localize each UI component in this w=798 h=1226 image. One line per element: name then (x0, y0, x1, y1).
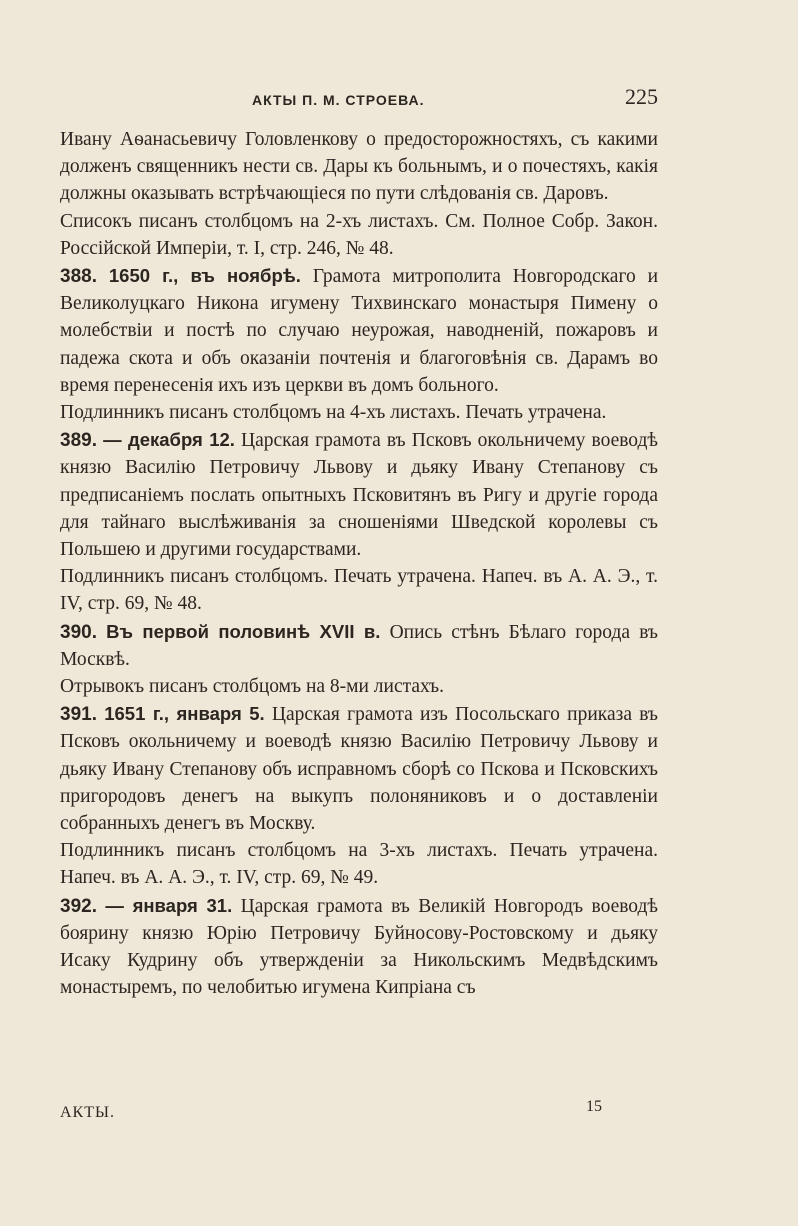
page-footer (60, 1098, 658, 1122)
paragraph-text: Подлинникъ писанъ столбцомъ на 4-хъ листахъ. Печать утрачена. (60, 402, 607, 424)
entry-date: Въ первой половинѣ XVII в. (106, 620, 381, 642)
paragraph-text: Списокъ писанъ столбцомъ на 2-хъ листахъ. См. Полное Собр. Закон. Россійской Имперіи, т. I, стр. 246, № 48. (60, 210, 658, 259)
entry-number: 391. (60, 704, 97, 726)
entry-392 (60, 892, 658, 1002)
entry-number: 388. (60, 266, 97, 288)
entry-text: Опись стѣнъ Бѣлаго города въ Москвѣ. (60, 621, 659, 670)
continuation-paragraph (60, 126, 658, 208)
page-body (60, 126, 658, 1002)
entry-date: — января 31. (105, 894, 233, 916)
entry-number: 390. (60, 621, 97, 643)
entry-391 (60, 700, 658, 837)
source-note (60, 399, 658, 426)
entry-388 (60, 262, 658, 399)
entry-date: 1650 г., въ ноябрѣ. (108, 265, 301, 287)
entry-number: 389. (60, 430, 97, 452)
paragraph-text: Ивану Аѳанасьевичу Головленкову о предосторожностяхъ, съ какими долженъ священникъ нести св. Дары къ больнымъ, и о почестяхъ, какія должны оказывать встрѣчающіеся по пути слѣдованія св. Даровъ. (60, 129, 658, 205)
running-title: АКТЫ П. М. СТРОЕВА. (252, 92, 425, 108)
paragraph-text: Подлинникъ писанъ столбцомъ. Печать утрачена. Напеч. въ А. А. Э., т. IV, стр. 69, № 48. (60, 566, 658, 615)
page-number: 225 (625, 84, 658, 109)
source-note (60, 837, 658, 891)
entry-text: Царская грамота въ Великій Новгородъ воеводѣ боярину князю Юрію Петровичу Буйносову-Ростовскому и дьяку Исаку Кудрину объ утвержденіи за Никольскимъ Медвѣдскимъ монастыремъ, по челобитью игумена Кипріана съ (60, 895, 658, 999)
printer-signature: АКТЫ. (60, 1104, 115, 1121)
entry-text: Грамота митрополита Новгородскаго и Великолуцкаго Никона игумену Тихвинскаго монастыря Пимену о молебствіи и постѣ по случаю неурожая, наводненій, пожаровъ и падежа скота и объ оказаніи почтенія и благоговѣнія св. Дарамъ во время перенесенія ихъ изъ церкви въ домъ больного. (60, 266, 659, 396)
sheet-number: 15 (586, 1098, 602, 1115)
entry-number: 392. (60, 895, 97, 917)
entry-text: Царская грамота въ Псковъ окольничему воеводѣ князю Василію Петровичу Львову и дьяку Ивану Степанову съ предписаніемъ послать опытныхъ Псковитянъ въ Ригу и другіе города для тайнаго выслѣживанія за сношеніями Шведской королевы съ Польшею и другими государствами. (60, 430, 658, 561)
entry-389 (60, 426, 658, 563)
paragraph-text: Отрывокъ писанъ столбцомъ на 8-ми листахъ. (60, 676, 445, 698)
entry-date: 1651 г., января 5. (104, 703, 265, 725)
page-header (40, 84, 660, 114)
entry-date: — декабря 12. (103, 429, 235, 451)
source-note (60, 673, 658, 700)
paragraph-text: Подлинникъ писанъ столбцомъ на 3-хъ листахъ. Печать утрачена. Напеч. въ А. А. Э., т. IV, стр. 69, № 49. (60, 840, 658, 889)
source-note (60, 563, 658, 617)
entry-text: Царская грамота изъ Посольскаго приказа въ Псковъ окольничему и воеводѣ князю Василію Петровичу Львову и дьяку Ивану Степанову объ исправномъ сборѣ со Пскова и Псковскихъ пригородовъ денегъ на выкупъ полоняниковъ и о доставленіи собранныхъ денегъ въ Москву. (60, 704, 659, 835)
entry-390 (60, 618, 658, 673)
source-note (60, 208, 658, 262)
